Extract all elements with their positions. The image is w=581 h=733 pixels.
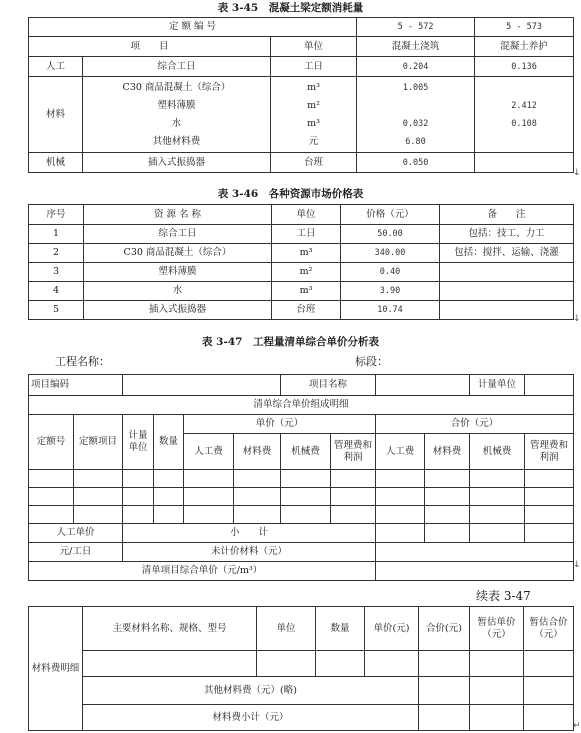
est-total-label: 暂估合价（元）: [524, 607, 574, 651]
up-material: 材料费: [234, 434, 281, 470]
main-material-label: 主要材料名称、规格、型号: [83, 607, 257, 651]
h-name: 资 源 名 称: [84, 205, 272, 225]
labor-price-label: 人工单价: [29, 524, 123, 543]
table-row: [29, 282, 574, 301]
row-price: 0.40: [341, 263, 440, 282]
return-mark: ↵: [573, 721, 581, 731]
unpriced-label: 未计价材料（元）: [123, 543, 376, 562]
up-labor: 人工费: [184, 434, 234, 470]
row-no: 1: [29, 225, 84, 244]
project-name-label: 工程名称：: [55, 355, 110, 368]
material-unit: m²: [307, 99, 320, 111]
section-label: 标段：: [355, 355, 388, 368]
material-value: [359, 97, 472, 115]
table-45-caption: 表 3-45 混凝土梁定额消耗量: [217, 2, 364, 14]
row-note: [440, 301, 574, 320]
tp-material: 材料费: [425, 434, 470, 470]
material-value: 0.108: [511, 118, 537, 129]
table-45: [28, 17, 574, 173]
col-curing: 混凝土养护: [475, 37, 574, 57]
row-no: 4: [29, 282, 84, 301]
tp-mgmt: 管理费和利润: [525, 434, 574, 470]
row-price: 50.00: [341, 225, 440, 244]
material-value: 1.005: [402, 82, 429, 93]
machine-unit: 台班: [271, 153, 357, 173]
labor-category: 人工: [29, 57, 83, 77]
table-47-continued-caption: 续表 3-47: [476, 589, 531, 603]
material-value: 0.032: [402, 118, 429, 129]
quota-code-572: 5 - 572: [357, 18, 475, 37]
material-name: C30 商品混凝土（综合）: [122, 81, 231, 93]
return-mark: ↓: [573, 314, 581, 324]
labor-unit: 工日: [271, 57, 357, 77]
row-unit: 工日: [272, 225, 341, 244]
table-row: [29, 244, 574, 263]
row-name: 综合工日: [84, 225, 272, 244]
return-mark: ↓: [573, 560, 581, 570]
quota-no: 定额号: [29, 415, 74, 470]
material-name: 塑料薄膜: [157, 99, 196, 111]
table-47: [28, 374, 574, 581]
unit-label: 单位: [257, 607, 316, 651]
h-no: 序号: [29, 205, 84, 225]
total-price-group: 合价（元）: [376, 415, 574, 434]
material-unit: m³: [307, 117, 320, 129]
material-category: 材料: [29, 77, 83, 153]
row-no: 3: [29, 263, 84, 282]
unit-price-label: 单价(元): [365, 607, 419, 651]
composite-price-label: 清单项目综合单价（元/m³）: [29, 562, 376, 581]
row-name: 插入式振捣器: [84, 301, 272, 320]
row-price: 340.00: [341, 244, 440, 263]
material-unit: 元: [308, 135, 319, 147]
col-pouring: 混凝土浇筑: [357, 37, 475, 57]
row-note: 包括：搅拌、运输、浇灌: [440, 244, 574, 263]
quota-number-label: 定 额 编 号: [29, 18, 357, 37]
material-units: [271, 77, 357, 153]
per-day-label: 元/工日: [29, 543, 123, 562]
row-note: 包括：技工、力工: [440, 225, 574, 244]
labor-name: 综合工日: [83, 57, 271, 77]
unit-price-group: 单价（元）: [184, 415, 376, 434]
row-name: 塑料薄膜: [84, 263, 272, 282]
row-name: 水: [84, 282, 272, 301]
col-item: 项 目: [29, 37, 271, 57]
row-unit: 台班: [272, 301, 341, 320]
up-mgmt: 管理费和利润: [331, 434, 376, 470]
table-row: [29, 225, 574, 244]
qty: 数量: [154, 415, 184, 470]
labor-pouring: 0.204: [357, 57, 475, 77]
material-detail-label: 材料费明细: [29, 607, 83, 731]
col-unit: 单位: [271, 37, 357, 57]
material-names: [83, 77, 271, 153]
h-price: 价格（元）: [341, 205, 440, 225]
meas-unit: 计量单位: [123, 415, 154, 470]
table-row: [29, 301, 574, 320]
composition-label: 清单综合单价组成明细: [29, 396, 574, 415]
material-value: 6.80: [405, 136, 426, 147]
row-no: 5: [29, 301, 84, 320]
material-value: [477, 133, 571, 151]
qty-label: 数量: [316, 607, 365, 651]
machine-curing: [475, 153, 574, 173]
material-value: 2.412: [511, 100, 537, 111]
row-no: 2: [29, 244, 84, 263]
material-value: [477, 79, 571, 97]
table-47-continued: [28, 606, 574, 731]
row-note: [440, 263, 574, 282]
h-unit: 单位: [272, 205, 341, 225]
table-47-caption: 表 3-47 工程量清单综合单价分析表: [202, 336, 379, 348]
labor-curing: 0.136: [475, 57, 574, 77]
est-unit-label: 暂估单价（元）: [470, 607, 524, 651]
item-code-label: 项目编码: [29, 375, 123, 396]
item-name-label: 项目名称: [281, 375, 376, 396]
table-46-caption: 表 3-46 各种资源市场价格表: [217, 188, 364, 200]
measure-unit-label: 计量单位: [470, 375, 525, 396]
row-unit: m³: [272, 282, 341, 301]
subtotal-label: 小 计: [123, 524, 376, 543]
material-pouring-values: [357, 77, 475, 153]
row-price: 3.90: [341, 282, 440, 301]
machine-pouring: 0.050: [357, 153, 475, 173]
material-subtotal-label: 材料费小计（元）: [83, 705, 419, 731]
tp-labor: 人工费: [376, 434, 425, 470]
machine-category: 机械: [29, 153, 83, 173]
row-unit: m²: [272, 263, 341, 282]
table-46: [28, 204, 574, 320]
up-machine: 机械费: [281, 434, 331, 470]
return-mark: ↓: [573, 168, 581, 178]
row-name: C30 商品混凝土（综合）: [84, 244, 272, 263]
row-note: [440, 282, 574, 301]
row-unit: m³: [272, 244, 341, 263]
other-material-label: 其他材料费（元）(略): [83, 677, 419, 705]
material-curing-values: [475, 77, 574, 153]
h-note: 备 注: [440, 205, 574, 225]
quota-item: 定额项目: [74, 415, 123, 470]
machine-name: 插入式振捣器: [83, 153, 271, 173]
total-label: 合价(元): [419, 607, 470, 651]
row-price: 10.74: [341, 301, 440, 320]
quota-code-573: 5 - 573: [475, 18, 574, 37]
material-name: 水: [171, 117, 182, 129]
material-unit: m³: [307, 81, 320, 93]
material-name: 其他材料费: [152, 135, 201, 147]
table-row: [29, 263, 574, 282]
tp-machine: 机械费: [470, 434, 525, 470]
